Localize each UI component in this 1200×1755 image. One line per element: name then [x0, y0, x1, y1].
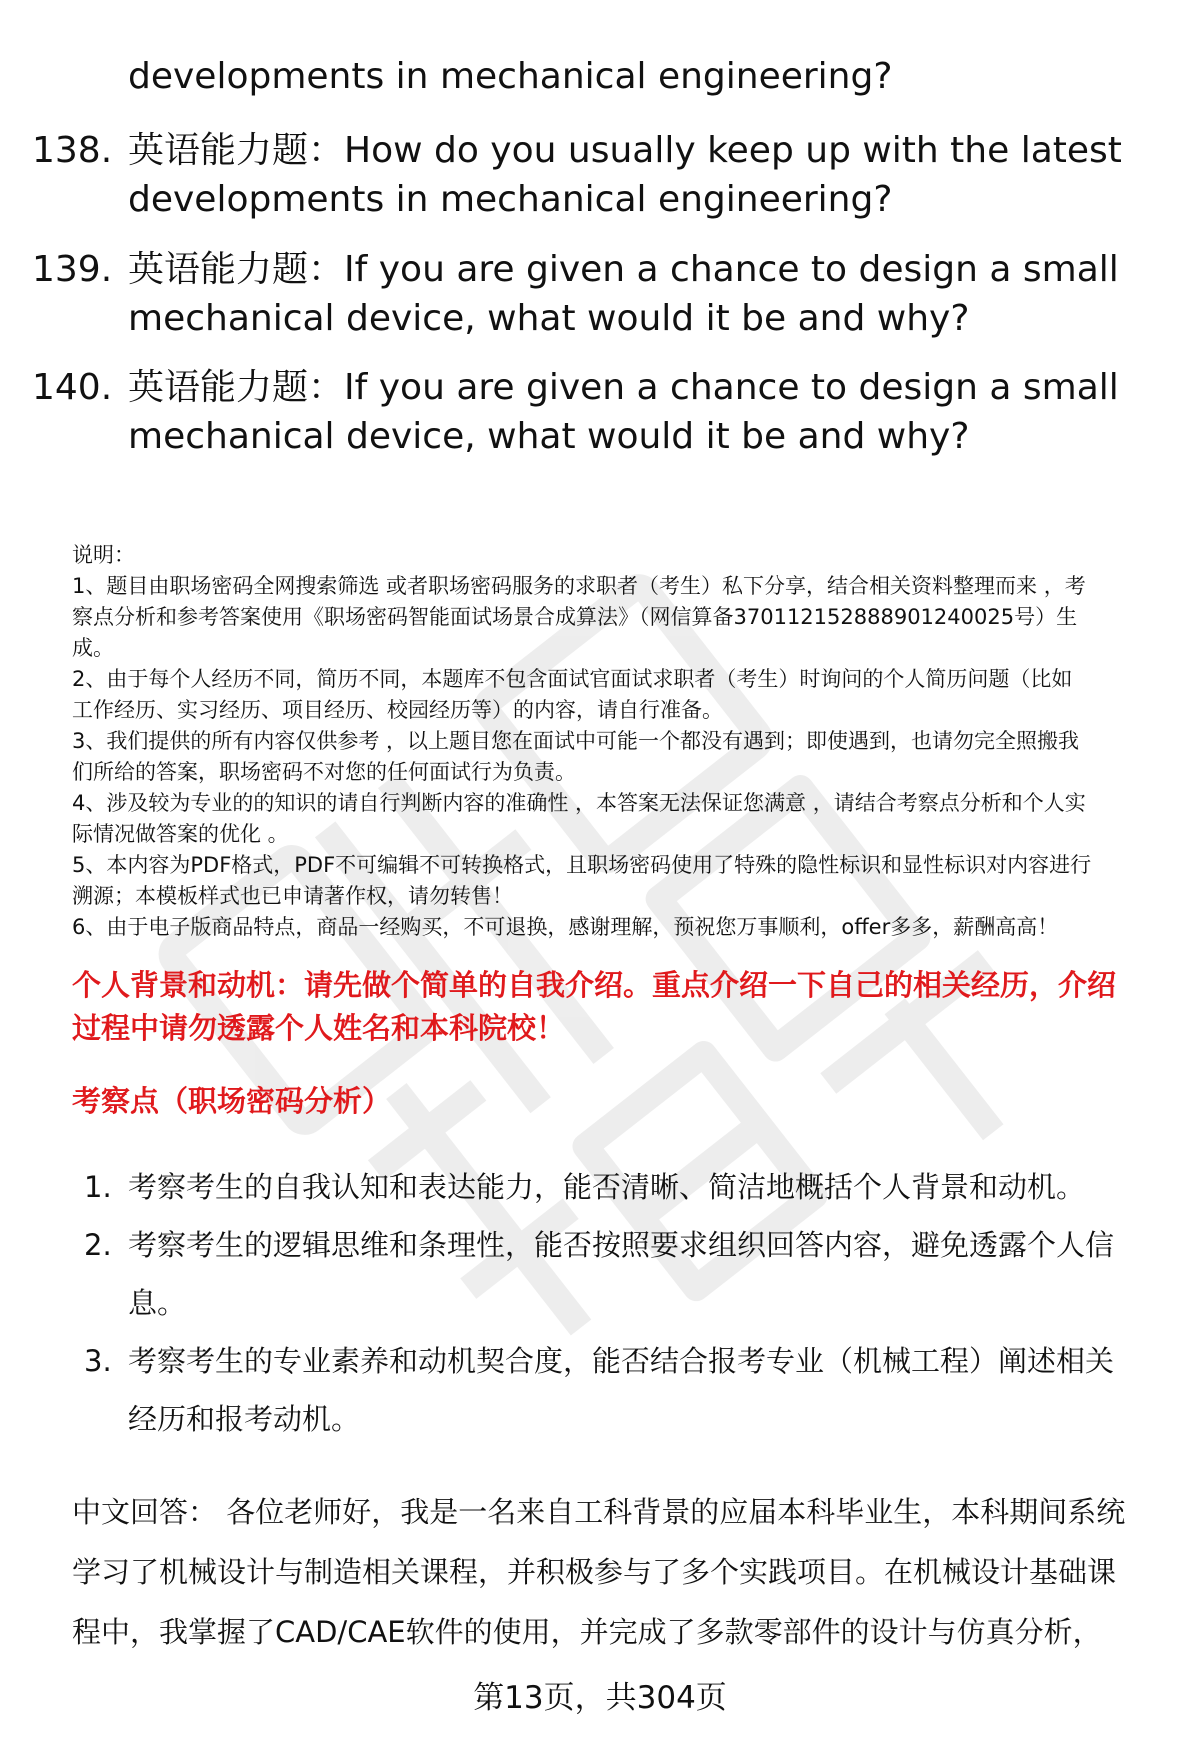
list-item-text [128, 1216, 1148, 1332]
question-number: 140. [32, 367, 113, 408]
notes-line: 说明： [72, 543, 135, 567]
question-text [128, 245, 1128, 343]
answer-line: 程中，我掌握了CAD/CAE软件的使用，并完成了多款零部件的设计与仿真分析， [72, 1615, 1102, 1649]
list-item-number: 3. [84, 1344, 112, 1378]
disclaimer-notes [72, 540, 1162, 943]
question-text-line: 英语能力题：If you are given a chance to design a small [128, 249, 1119, 290]
list-item-line: 考察考生的逻辑思维和条理性，能否按照要求组织回答内容，避免透露个人信 [128, 1228, 1115, 1262]
question-text-line: developments in mechanical engineering? [128, 179, 893, 220]
notes-line: 察点分析和参考答案使用《职场密码智能面试场景合成算法》（网信算备370112152888901240025号）生 [72, 605, 1078, 629]
question-heading-line: 个人背景和动机：请先做个简单的自我介绍。重点介绍一下自己的相关经历，介绍 [72, 968, 1117, 1002]
analysis-heading [72, 1080, 1162, 1123]
question-text-line: 英语能力题：How do you usually keep up with the latest [128, 130, 1122, 171]
notes-line: 1、题目由职场密码全网搜索筛选 或者职场密码服务的求职者（考生）私下分享，结合相关资料整理而来 ，考 [72, 574, 1086, 598]
notes-line: 溯源；本模板样式也已申请著作权，请勿转售！ [72, 884, 513, 908]
analysis-heading-text: 考察点（职场密码分析） [72, 1084, 392, 1118]
answer-paragraph [72, 1482, 1162, 1662]
question-text-line: mechanical device, what would it be and why? [128, 298, 970, 339]
question-text-line: developments in mechanical engineering? [128, 56, 893, 97]
question-text [128, 126, 1128, 224]
notes-line: 际情况做答案的优化 。 [72, 822, 289, 846]
question-text [128, 363, 1128, 461]
list-item-line: 考察考生的专业素养和动机契合度，能否结合报考专业（机械工程）阐述相关 [128, 1344, 1115, 1378]
list-item-line: 息。 [128, 1286, 187, 1320]
notes-line: 5、本内容为PDF格式，PDF不可编辑不可转换格式，且职场密码使用了特殊的隐性标识和显性标识对内容进行 [72, 853, 1092, 877]
question-text-line: 英语能力题：If you are given a chance to design a small [128, 367, 1119, 408]
notes-line: 成。 [72, 636, 114, 660]
question-text-line: mechanical device, what would it be and why? [128, 416, 970, 457]
question-number: 138. [32, 130, 113, 171]
list-item-number: 2. [84, 1228, 112, 1262]
notes-line: 6、由于电子版商品特点，商品一经购买，不可退换，感谢理解，预祝您万事顺利，offer多多，薪酬高高！ [72, 915, 1059, 939]
notes-line: 2、由于每个人经历不同，简历不同，本题库不包含面试官面试求职者（考生）时询问的个人简历问题（比如 [72, 667, 1073, 691]
answer-line: 学习了机械设计与制造相关课程，并积极参与了多个实践项目。在机械设计基础课 [72, 1555, 1117, 1589]
question-text [128, 52, 1128, 101]
notes-line: 工作经历、实习经历、项目经历、校园经历等）的内容，请自行准备。 [72, 698, 723, 722]
list-item-line: 经历和报考动机。 [128, 1402, 361, 1436]
notes-line: 3、我们提供的所有内容仅供参考 ，以上题目您在面试中可能一个都没有遇到；即使遇到，也请勿完全照搬我 [72, 729, 1080, 753]
list-item-number: 1. [84, 1170, 112, 1204]
list-item-text [128, 1332, 1148, 1448]
notes-line: 4、涉及较为专业的的知识的请自行判断内容的准确性 ，本答案无法保证您满意 ，请结合考察点分析和个人实 [72, 791, 1086, 815]
list-item-text [128, 1158, 1148, 1216]
notes-line: 们所给的答案，职场密码不对您的任何面试行为负责。 [72, 760, 576, 784]
question-heading [72, 964, 1162, 1050]
question-number: 139. [32, 249, 113, 290]
list-item-line: 考察考生的自我认知和表达能力，能否清晰、简洁地概括个人背景和动机。 [128, 1170, 1086, 1204]
page-number: 第13页，共304页 [473, 1680, 727, 1716]
answer-line: 中文回答： 各位老师好，我是一名来自工科背景的应届本科毕业生，本科期间系统 [72, 1495, 1126, 1529]
question-heading-line: 过程中请勿透露个人姓名和本科院校！ [72, 1011, 566, 1045]
